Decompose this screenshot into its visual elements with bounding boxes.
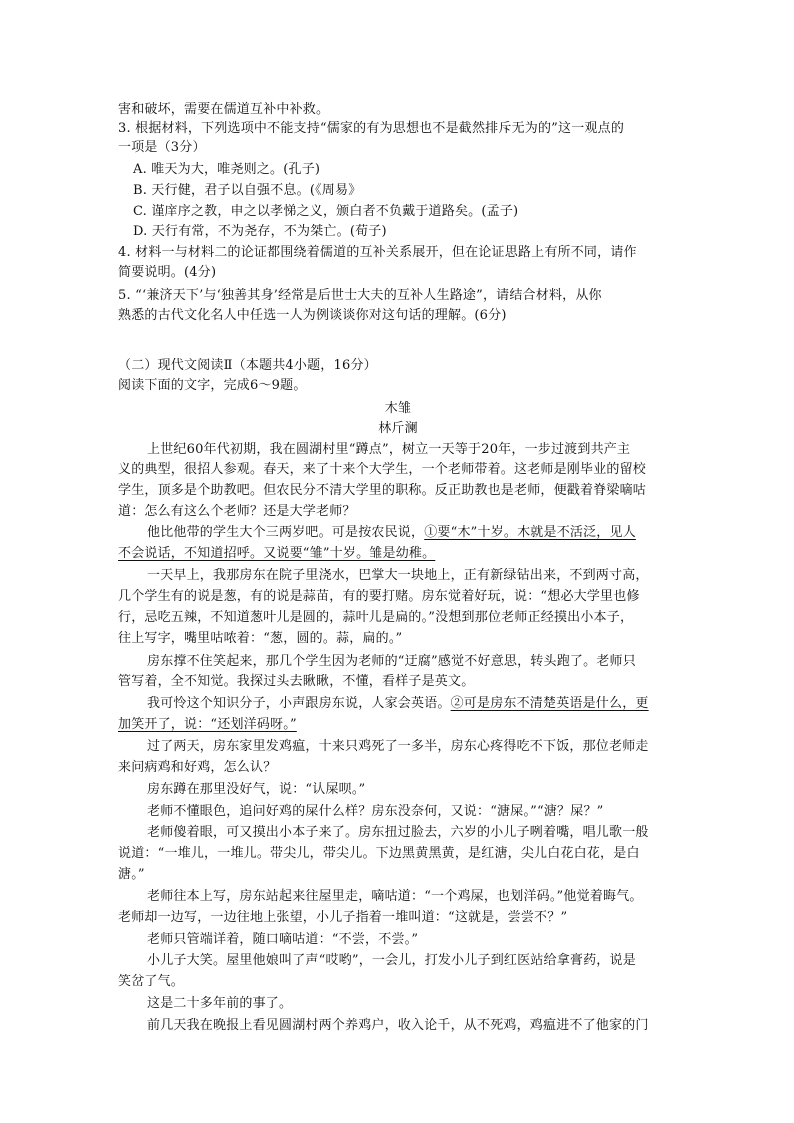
paragraph-line: 房东蹲在那里没好气，说：“认屎呗。”: [147, 782, 366, 797]
paragraph-line: [118, 544, 678, 564]
question-3-option-d: D. 天行有常，不为尧存，不为桀亡。(荀子): [133, 224, 387, 239]
paragraph-line: [147, 694, 707, 714]
paragraph-line: 一天早上，我那房东在院子里浇水，巴掌大一块地上，正有新绿钻出来，不到两寸高，: [147, 568, 649, 583]
paragraph-line: 小儿子大笑。屋里他娘叫了声“哎哟”，一会儿，打发小儿子到红医站给拿膏药，说是: [147, 953, 636, 968]
paragraph-line: 往上写字，嘴里咕哝着：“葱，圆的。蒜，扁的。”: [118, 631, 403, 646]
question-3-option-b: B. 天行健，君子以自强不息。(《周易》: [133, 183, 362, 198]
underlined-sentence-1-cont: 不会说话，不知道招呼。又说要“雏”十岁。雏是幼稚。: [118, 546, 436, 561]
paragraph-line: 老师不懂眼色，追问好鸡的屎什么样？房东没奈何，又说：“溏屎。”“溏？屎？”: [147, 804, 604, 819]
question-5-stem: 5. “‘兼济天下’与‘独善其身’经常是后世士大夫的互补人生路途”，请结合材料，从你: [118, 288, 602, 303]
underlined-sentence-2-cont: 加笑开了，说：“还划洋码呀。”: [118, 717, 297, 732]
paragraph-line: 管写着，全不知觉。我探过头去瞅瞅，不懂，看样子是英文。: [118, 674, 475, 689]
reading-instruction: 阅读下面的文字，完成6～9题。: [118, 378, 307, 393]
paragraph-line: 老师往本上写，房东站起来往屋里走，嘀咕道：“一个鸡屎，也划洋码。”他觉着晦气。: [147, 889, 643, 904]
underlined-sentence-1: ①要“木”十岁。木就是不活泛，见人: [424, 525, 636, 540]
question-5-stem-cont: 熟悉的古代文化名人中任选一人为例谈谈你对这句话的理解。(6分): [118, 308, 507, 323]
paragraph-line: 义的典型，很招人参观。春天，来了十来个大学生，一个老师带着。这老师是刚毕业的留校: [118, 462, 647, 477]
paragraph-line: 来问病鸡和好鸡，怎么认？: [118, 760, 277, 775]
paragraph-line: 道：怎么有这么个老师？还是大学老师？: [118, 504, 356, 519]
paragraph-line: 上世纪60年代初期，我在圆湖村里“蹲点”，树立一天等于20年，一步过渡到共产主: [147, 442, 631, 457]
paragraph-line: 溏。”: [118, 867, 145, 882]
paragraph-line: 这是二十多年前的事了。: [147, 996, 293, 1011]
question-3-stem-cont: 一项是（3分）: [118, 140, 206, 155]
paragraph-line: 行，忌吃五辣，不知道葱叶儿是圆的，蒜叶儿是扁的。”没想到那位老师正经摸出小本子，: [118, 610, 634, 625]
paragraph-line: [147, 523, 707, 543]
paragraph-line: 老师却一边写，一边往地上张望，小儿子指着一堆叫道：“这就是，尝尝不？”: [118, 910, 568, 925]
story-title: 木雏: [384, 401, 412, 416]
question-3-option-a: A. 唯天为大，唯尧则之。(孔子): [133, 162, 321, 177]
paragraph-line: 学生，顶多是个助教吧。但农民分不清大学里的职称。反正助教也是老师，便戳着脊梁嘀咕: [118, 483, 647, 498]
paragraph-line: 说道：“一堆儿，一堆儿。带尖儿，带尖儿。下边黑黄黑黄，是红溏，尖儿白花白花，是白: [118, 846, 640, 861]
underlined-sentence-2: ②可是房东不清楚英语是什么，更: [450, 696, 649, 711]
paragraph-line: 老师只管端详着，随口嘀咕道：“不尝，不尝。”: [147, 932, 419, 947]
question-4-stem-cont: 简要说明。(4分): [118, 265, 217, 280]
paragraph-line: 几个学生有的说是葱，有的说是蒜苗，有的要打赌。房东觉着好玩，说：“想必大学里也修: [118, 589, 640, 604]
story-author: 林斤澜: [378, 421, 418, 436]
carryover-text: 害和破坏，需要在儒道互补中补救。: [118, 102, 330, 117]
paragraph-text: 他比他带的学生大个三两岁吧。可是按农民说，: [147, 525, 425, 540]
question-4-stem: 4. 材料一与材料二的论证都围绕着儒道的互补关系展开，但在论证思路上有所不同，请作: [118, 245, 637, 260]
section-title: （二）现代文阅读Ⅱ（本题共4小题，16分）: [118, 358, 377, 373]
paragraph-line: 老师傻着眼，可又摸出小本子来了。房东扭过脸去，六岁的小儿子咧着嘴，唱儿歌一般: [147, 825, 649, 840]
question-3-option-c: C. 谨庠序之教，申之以孝悌之义，颁白者不负戴于道路矣。(孟子): [133, 204, 519, 219]
question-3-stem: 3. 根据材料，下列选项中不能支持“儒家的有为思想也不是截然排斥无为的”这一观点的: [118, 121, 625, 136]
paragraph-line: 房东撑不住笑起来，那几个学生因为老师的“迂腐”感觉不好意思，转头跑了。老师只: [147, 654, 636, 669]
paragraph-text: 我可怜这个知识分子，小声跟房东说，人家会英语。: [147, 696, 451, 711]
paragraph-line: [118, 715, 678, 735]
paragraph-line: 笑岔了气。: [118, 974, 185, 989]
paragraph-line: 过了两天，房东家里发鸡瘟，十来只鸡死了一多半，房东心疼得吃不下饭，那位老师走: [147, 739, 649, 754]
paragraph-line: 前几天我在晚报上看见圆湖村两个养鸡户，收入论千，从不死鸡，鸡瘟进不了他家的门: [147, 1018, 649, 1033]
